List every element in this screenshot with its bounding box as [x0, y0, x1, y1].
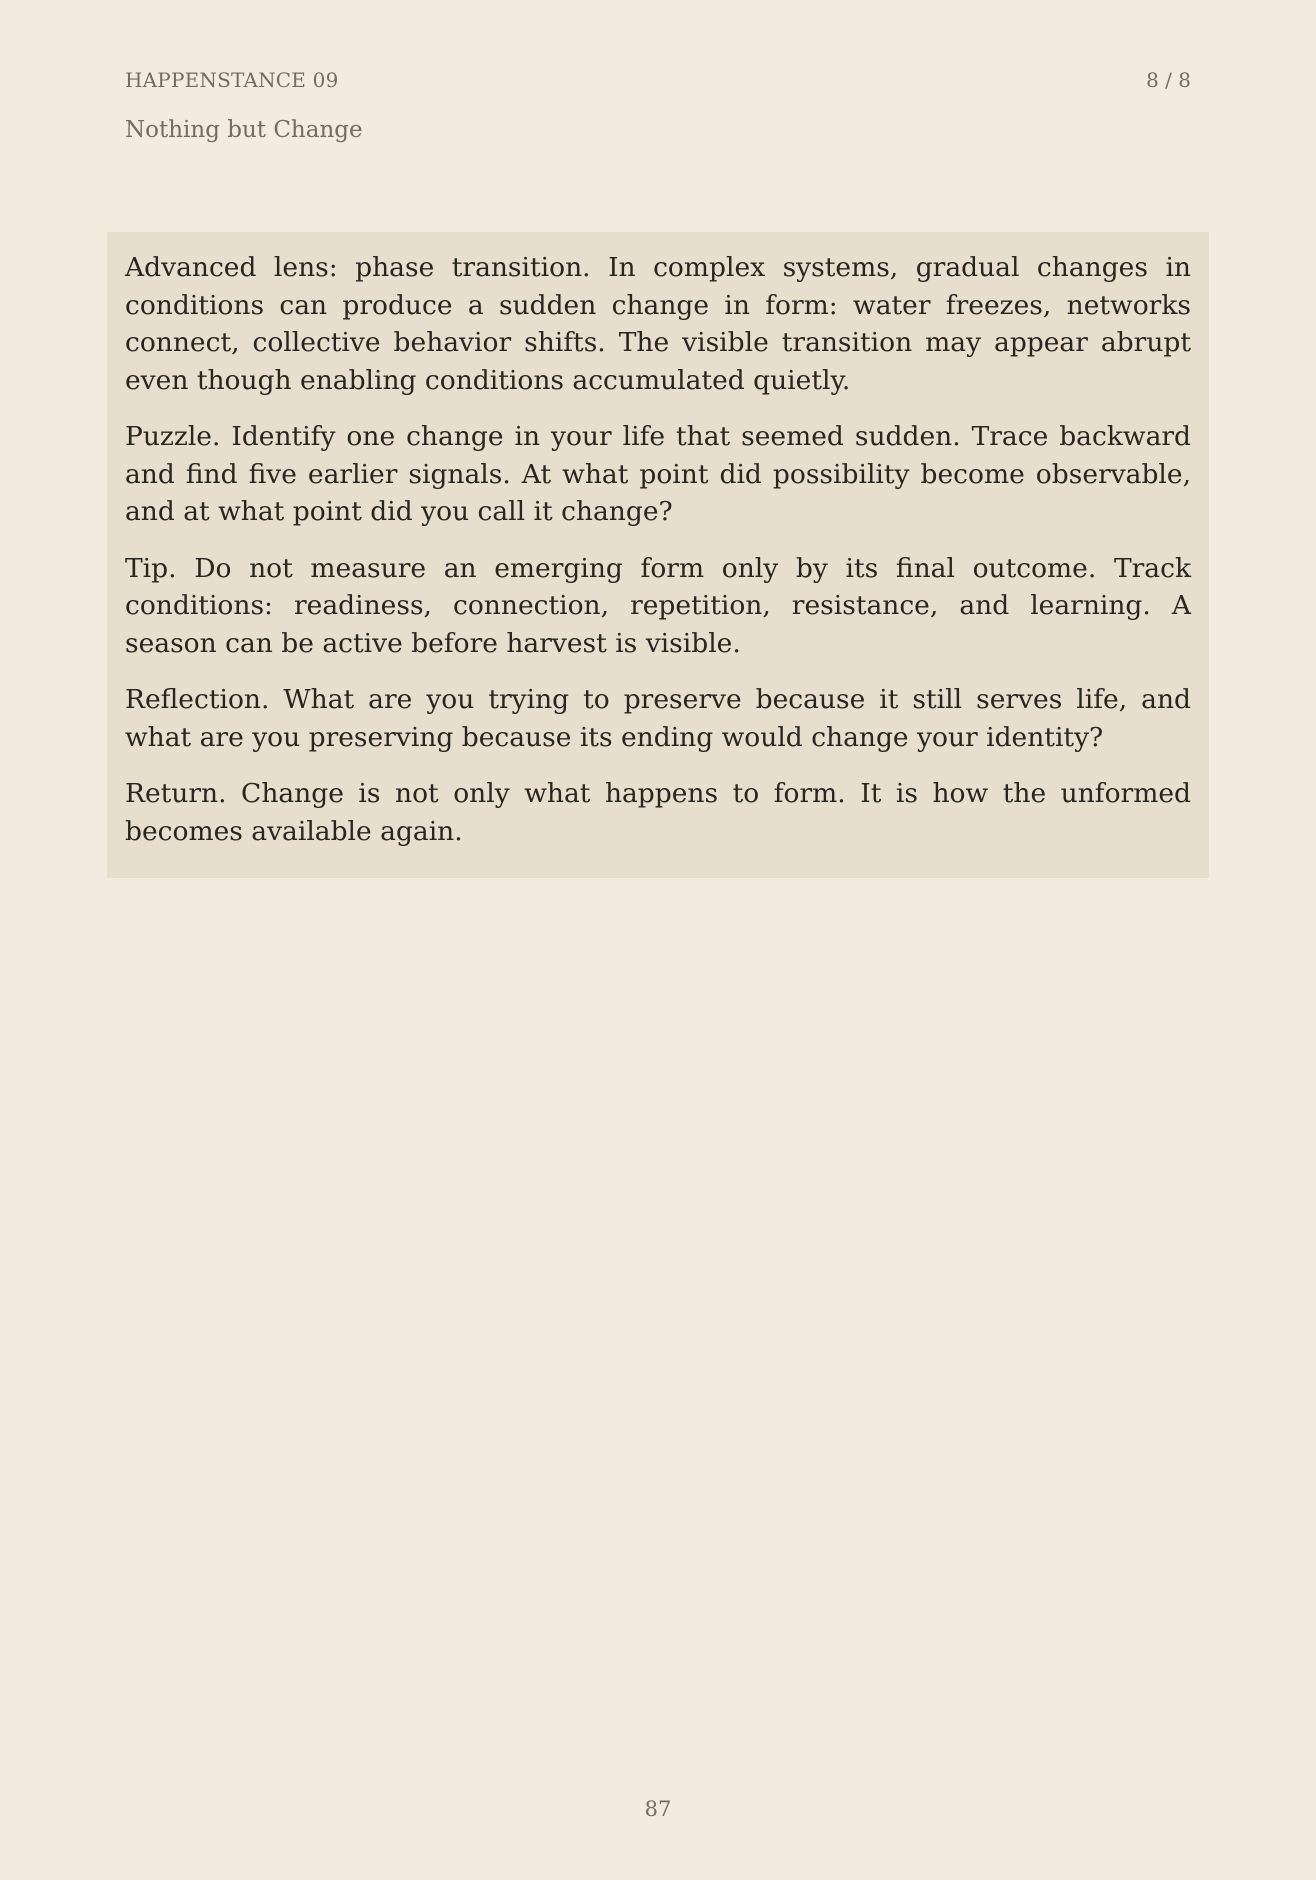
chapter-title: Nothing but Change: [125, 117, 363, 143]
paragraph-puzzle: Puzzle. Identify one change in your life that seemed sudden. Trace backward and find five earlier signals. At what point did possibility become observable, and at what point did you call it change?: [125, 421, 1191, 527]
running-head: HAPPENSTANCE 09: [125, 68, 339, 92]
page-fraction: 8 / 8: [1146, 68, 1191, 92]
paragraph-advanced-lens: Advanced lens: phase transition. In complex systems, gradual changes in conditions can produce a sudden change in form: water freezes, networks connect, collective behavior shifts. The visible transition may appear abrupt even though enabling conditions accumulated quietly.: [125, 252, 1191, 396]
content-box: [107, 232, 1209, 878]
paragraph-return: Return. Change is not only what happens to form. It is how the unformed becomes available again.: [125, 778, 1191, 847]
page-number: 87: [644, 1797, 672, 1821]
paragraph-tip: Tip. Do not measure an emerging form only by its final outcome. Track conditions: readiness, connection, repetition, resistance, and learning. A season can be active before harvest is visible.: [125, 552, 1191, 659]
paragraph-reflection: Reflection. What are you trying to preserve because it still serves life, and what are you preserving because its ending would change your identity?: [125, 684, 1191, 753]
